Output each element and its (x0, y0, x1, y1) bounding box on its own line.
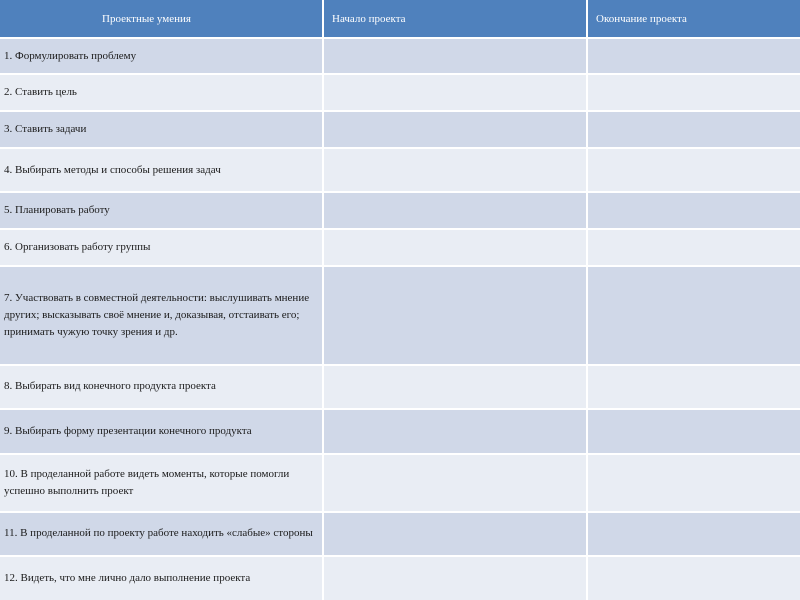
end-cell[interactable] (587, 192, 800, 229)
start-cell[interactable] (323, 229, 587, 266)
skill-cell: 1. Формулировать проблему (0, 38, 323, 74)
table-row (0, 111, 800, 148)
skill-cell: 11. В проделанной по проекту работе находить «слабые» стороны (0, 512, 323, 556)
start-cell[interactable] (323, 74, 587, 111)
end-cell[interactable] (587, 512, 800, 556)
start-cell[interactable] (323, 148, 587, 192)
end-cell[interactable] (587, 148, 800, 192)
end-cell[interactable] (587, 266, 800, 364)
header-project-start: Начало проекта (323, 0, 587, 38)
table-row (0, 38, 800, 74)
table-row (0, 229, 800, 266)
end-cell[interactable] (587, 74, 800, 111)
skill-cell: 5. Планировать работу (0, 192, 323, 229)
table-row (0, 192, 800, 229)
start-cell[interactable] (323, 192, 587, 229)
table-row (0, 266, 800, 364)
end-cell[interactable] (587, 111, 800, 148)
skill-cell: 4. Выбирать методы и способы решения задач (0, 148, 323, 192)
end-cell[interactable] (587, 556, 800, 600)
start-cell[interactable] (323, 556, 587, 600)
table-row (0, 148, 800, 192)
end-cell[interactable] (587, 409, 800, 454)
skill-cell: 10. В проделанной работе видеть моменты, которые помогли успешно выполнить проект (0, 454, 323, 512)
start-cell[interactable] (323, 111, 587, 148)
header-project-end: Окончание проекта (587, 0, 800, 38)
end-cell[interactable] (587, 454, 800, 512)
table-header-row (0, 0, 800, 38)
skill-cell: 6. Организовать работу группы (0, 229, 323, 266)
header-skills: Проектные умения (0, 0, 323, 38)
start-cell[interactable] (323, 409, 587, 454)
start-cell[interactable] (323, 266, 587, 364)
start-cell[interactable] (323, 365, 587, 409)
start-cell[interactable] (323, 38, 587, 74)
table-row (0, 365, 800, 409)
skill-cell: 3. Ставить задачи (0, 111, 323, 148)
table-row (0, 409, 800, 454)
skill-cell: 2. Ставить цель (0, 74, 323, 111)
start-cell[interactable] (323, 512, 587, 556)
skill-cell: 8. Выбирать вид конечного продукта проекта (0, 365, 323, 409)
skill-cell: 7. Участвовать в совместной деятельности: выслушивать мнение других; высказывать своё мнение и, доказывая, отстаивать его; принимать чужую точку зрения и др. (0, 266, 323, 364)
skill-cell: 12. Видеть, что мне лично дало выполнение проекта (0, 556, 323, 600)
start-cell[interactable] (323, 454, 587, 512)
end-cell[interactable] (587, 229, 800, 266)
table-row (0, 454, 800, 512)
end-cell[interactable] (587, 38, 800, 74)
end-cell[interactable] (587, 365, 800, 409)
skill-cell: 9. Выбирать форму презентации конечного продукта (0, 409, 323, 454)
table-row (0, 512, 800, 556)
table-row (0, 556, 800, 600)
table-row (0, 74, 800, 111)
